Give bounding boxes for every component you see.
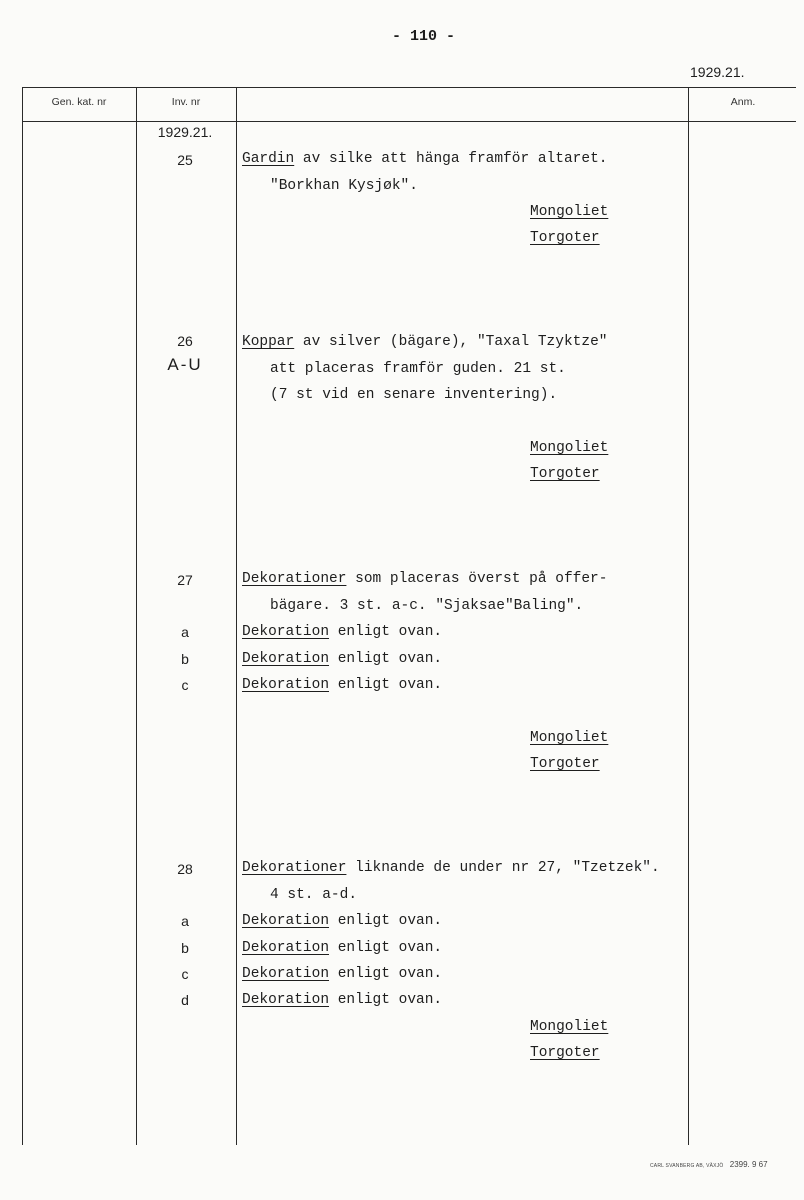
entry-number: 27 [177,572,193,588]
entry-people: Torgoter [530,466,600,482]
page-number: - 110 - [392,28,456,45]
entry-number: 28 [177,861,193,877]
entry-line: 4 st. a-d. [270,887,358,903]
entry-title-line [242,860,660,876]
sub-item-line [242,940,442,956]
entry-people: Torgoter [530,1045,600,1061]
entry-number: 25 [177,152,193,168]
entry-title-rest: liknande de under nr 27, "Tzetzek". [346,860,660,876]
header-gen-kat-nr: Gen. kat. nr [51,96,107,108]
sub-item-rest: enligt ovan. [329,913,443,929]
entry-title-line [242,334,607,350]
sub-item-keyword: Dekoration [242,624,330,640]
header-inv-nr: Inv. nr [171,96,201,108]
entry-line: (7 st vid en senare inventering). [270,387,558,403]
sub-item-line [242,677,442,693]
sub-item-rest: enligt ovan. [329,992,443,1008]
entry-line: "Borkhan Kysjøk". [270,178,418,194]
first-inv-number: 1929.21. [157,124,213,140]
table-top-border [22,87,796,88]
sub-item-keyword: Dekoration [242,651,330,667]
entry-line: att placeras framför guden. 21 st. [270,361,566,377]
sub-item-line [242,624,442,640]
sub-item-rest: enligt ovan. [329,624,443,640]
sub-item-letter: b [181,940,189,956]
sub-item-rest: enligt ovan. [329,940,443,956]
entry-keyword: Dekorationer [242,571,347,587]
printer-name: CARL SVANBERG AB, VÄXJÖ [650,1163,724,1169]
sub-item-keyword: Dekoration [242,940,330,956]
sub-item-keyword: Dekoration [242,966,330,982]
sub-item-letter: b [181,651,189,667]
entry-place: Mongoliet [530,1019,609,1035]
sub-item-line [242,992,442,1008]
table-header-border [22,121,796,122]
column-divider-anm [688,87,689,1145]
sub-item-letter: c [181,677,189,693]
sub-item-keyword: Dekoration [242,913,330,929]
column-divider-inv [136,87,137,1145]
sub-item-keyword: Dekoration [242,677,330,693]
entry-title-line [242,151,607,167]
entry-keyword: Koppar [242,334,295,350]
entry-people: Torgoter [530,756,600,772]
sub-item-rest: enligt ovan. [329,651,443,667]
sub-item-line [242,913,442,929]
sub-item-letter: a [181,624,189,640]
entry-keyword: Gardin [242,151,295,167]
entry-title-line [242,571,607,587]
sub-item-line [242,651,442,667]
entry-place: Mongoliet [530,440,609,456]
entry-line: bägare. 3 st. a-c. "Sjaksae"Baling". [270,598,584,614]
column-divider-desc [236,87,237,1145]
header-anm: Anm. [730,96,756,108]
entry-title-rest: som placeras överst på offer- [346,571,608,587]
entry-place: Mongoliet [530,730,609,746]
entry-place: Mongoliet [530,204,609,220]
table-left-border [22,87,23,1145]
printer-imprint [650,1160,768,1169]
entry-keyword: Dekorationer [242,860,347,876]
entry-title-rest: av silver (bägare), "Taxal Tzyktze" [294,334,608,350]
form-number: 2399. 9 67 [729,1160,768,1169]
sub-item-line [242,966,442,982]
sub-item-letter: a [181,913,189,929]
sub-item-rest: enligt ovan. [329,677,443,693]
sub-item-letter: d [181,992,189,1008]
entry-title-rest: av silke att hänga framför altaret. [294,151,608,167]
entry-number: 26 [177,333,193,349]
sub-item-rest: enligt ovan. [329,966,443,982]
entry-range-handwritten: A-U [167,355,203,374]
sub-item-keyword: Dekoration [242,992,330,1008]
page-series-number: 1929.21. [690,64,745,80]
sub-item-letter: c [181,966,189,982]
entry-people: Torgoter [530,230,600,246]
